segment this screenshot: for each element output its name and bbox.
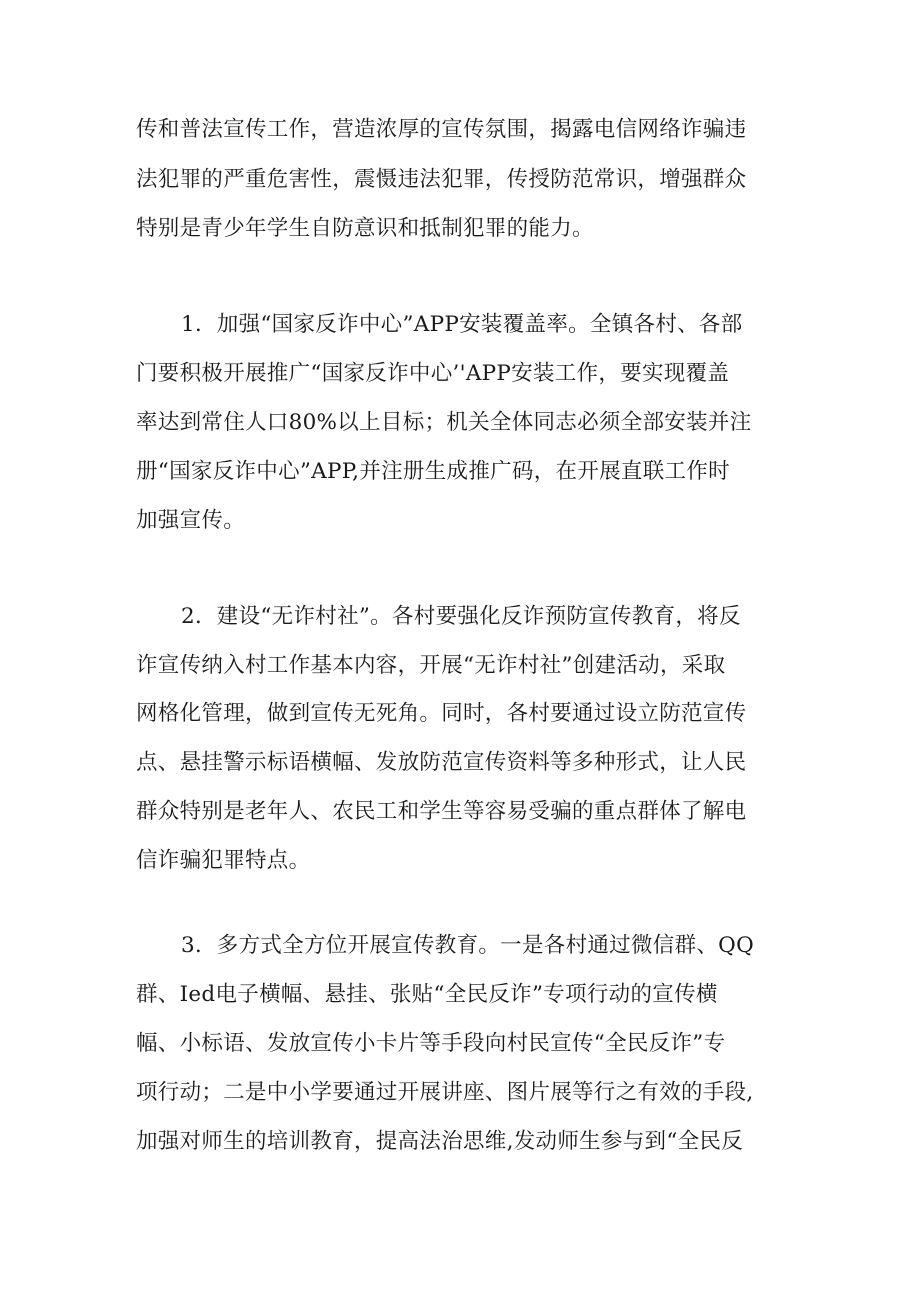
paragraph-2-line-3: 率达到常住人口80%以上目标；机关全体同志必须全部安装并注 — [136, 410, 752, 435]
paragraph-3-line-3: 网格化管理，做到宣传无死角。同时，各村要通过设立防范宣传 — [136, 701, 747, 726]
paragraph-2-line-5: 加强宣传。 — [136, 508, 246, 533]
paragraph-3-line-6: 信诈骗犯罪特点。 — [136, 848, 311, 873]
paragraph-1-line-1: 传和普法宣传工作，营造浓厚的宣传氛围，揭露电信网络诈骗违 — [136, 117, 747, 142]
paragraph-4-line-4: 项行动；二是中小学要通过开展讲座、图片展等行之有效的手段, — [136, 1080, 754, 1105]
paragraph-4-line-2: 群、Ied电子横幅、悬挂、张贴“全民反诈”专项行动的宣传横 — [136, 982, 718, 1007]
paragraph-3-line-4: 点、悬挂警示标语横幅、发放防范宣传资料等多种形式，让人民 — [136, 750, 747, 775]
paragraph-2-line-1: 1．加强“国家反诈中心”APP安装覆盖率。全镇各村、各部 — [181, 312, 743, 337]
paragraph-3-line-2: 诈宣传纳入村工作基本内容，开展“无诈村社”创建活动，采取 — [136, 653, 726, 678]
paragraph-2-line-2: 门要积极开展推广“国家反诈中心’'APP安装工作，要实现覆盖 — [136, 361, 730, 386]
paragraph-4-line-3: 幅、小标语、发放宣传小卡片等手段向村民宣传“全民反诈”专 — [136, 1031, 726, 1056]
paragraph-4-line-1: 3．多方式全方位开展宣传教育。一是各村通过微信群、QQ — [181, 933, 755, 958]
paragraph-3-line-5: 群众特别是老年人、农民工和学生等容易受骗的重点群体了解电 — [136, 799, 747, 824]
paragraph-3-line-1: 2．建设“无诈村社”。各村要强化反诈预防宣传教育，将反 — [181, 604, 741, 629]
paragraph-2-line-4: 册“国家反诈中心”APP,并注册生成推广码，在开展直联工作时 — [136, 459, 730, 484]
paragraph-1-line-3: 特别是青少年学生自防意识和抵制犯罪的能力。 — [136, 216, 594, 241]
paragraph-4-line-5: 加强对师生的培训教育，提高法治思维,发动师生参与到“全民反 — [136, 1129, 744, 1154]
paragraph-1-line-2: 法犯罪的严重危害性，震慑违法犯罪，传授防范常识，增强群众 — [136, 167, 747, 192]
